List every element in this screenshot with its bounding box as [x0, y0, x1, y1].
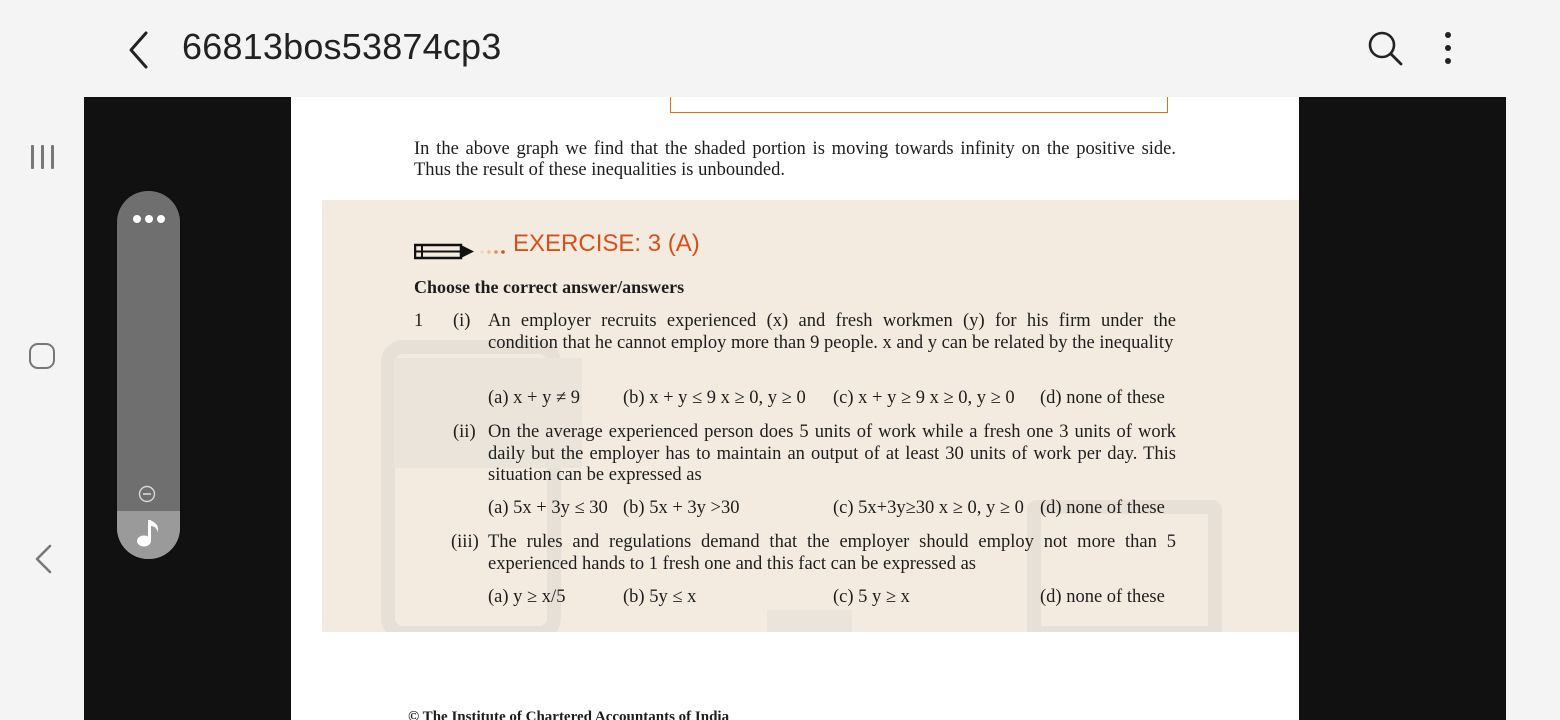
document-page [291, 97, 1299, 720]
answer-option: (d) none of these [1040, 388, 1165, 408]
right-margin [1506, 0, 1560, 720]
question-label: (i) [453, 311, 471, 331]
answer-option: (d) none of these [1040, 587, 1165, 607]
answer-option: (a) y ≥ x/5 [488, 587, 566, 607]
answer-option: (b) 5x + 3y >30 [623, 498, 740, 518]
pencil-icon [414, 240, 509, 264]
exercise-instruction: Choose the correct answer/answers [414, 277, 685, 297]
question-text: On the average experienced person does 5 units of work while a fresh one 3 units of work daily but the employer has to maintain an output of at least 30 units of work per day. This situation can be expressed as [488, 422, 1176, 485]
minus-circle-icon[interactable] [138, 485, 156, 503]
home-icon[interactable] [29, 343, 55, 369]
answer-option: (a) x + y ≠ 9 [488, 388, 580, 408]
answer-option: (c) x + y ≥ 9 x ≥ 0, y ≥ 0 [833, 388, 1015, 408]
floating-side-panel[interactable] [117, 191, 180, 559]
document-title: 66813bos53874cp3 [182, 26, 502, 67]
intro-paragraph: In the above graph we find that the shaded portion is moving towards infinity on the positive side. Thus the result of these inequalities is unbounded. [414, 139, 1176, 180]
page-footer: © The Institute of Chartered Accountants of India [408, 709, 730, 720]
system-navigation-bar [0, 0, 84, 720]
question-label: (ii) [453, 422, 476, 442]
answer-option: (b) 5y ≤ x [623, 587, 697, 607]
graph-frame-bottom [670, 97, 1168, 113]
question-number: 1 [414, 311, 424, 331]
exercise-title: EXERCISE: 3 (A) [513, 230, 700, 257]
answer-option: (b) x + y ≤ 9 x ≥ 0, y ≥ 0 [623, 388, 806, 408]
answer-option: (d) none of these [1040, 498, 1165, 518]
app-bar [84, 0, 1506, 97]
question-text: An employer recruits experienced (x) and fresh workmen (y) for his firm under the condition that he cannot employ more than 9 people. x and y can be related by the inequality [488, 311, 1176, 353]
chevron-left-icon[interactable] [122, 28, 162, 72]
answer-option: (a) 5x + 3y ≤ 30 [488, 498, 608, 518]
side-panel-app-slot[interactable] [117, 511, 180, 559]
question-label: (iii) [451, 532, 479, 552]
more-vertical-icon[interactable] [1432, 28, 1464, 68]
watermark-shape [767, 610, 852, 632]
more-horizontal-icon[interactable] [131, 215, 167, 225]
answer-option: (c) 5 y ≥ x [833, 587, 910, 607]
back-icon[interactable] [32, 544, 56, 574]
document-viewer[interactable] [84, 97, 1506, 720]
music-note-icon[interactable] [135, 517, 163, 549]
exercise-section [322, 200, 1299, 632]
recents-icon[interactable] [31, 145, 57, 169]
answer-option: (c) 5x+3y≥30 x ≥ 0, y ≥ 0 [833, 498, 1024, 518]
search-icon[interactable] [1366, 28, 1406, 68]
question-text: The rules and regulations demand that the employer should employ not more than 5 experienced hands to 1 fresh one and this fact can be expressed as [488, 532, 1176, 574]
